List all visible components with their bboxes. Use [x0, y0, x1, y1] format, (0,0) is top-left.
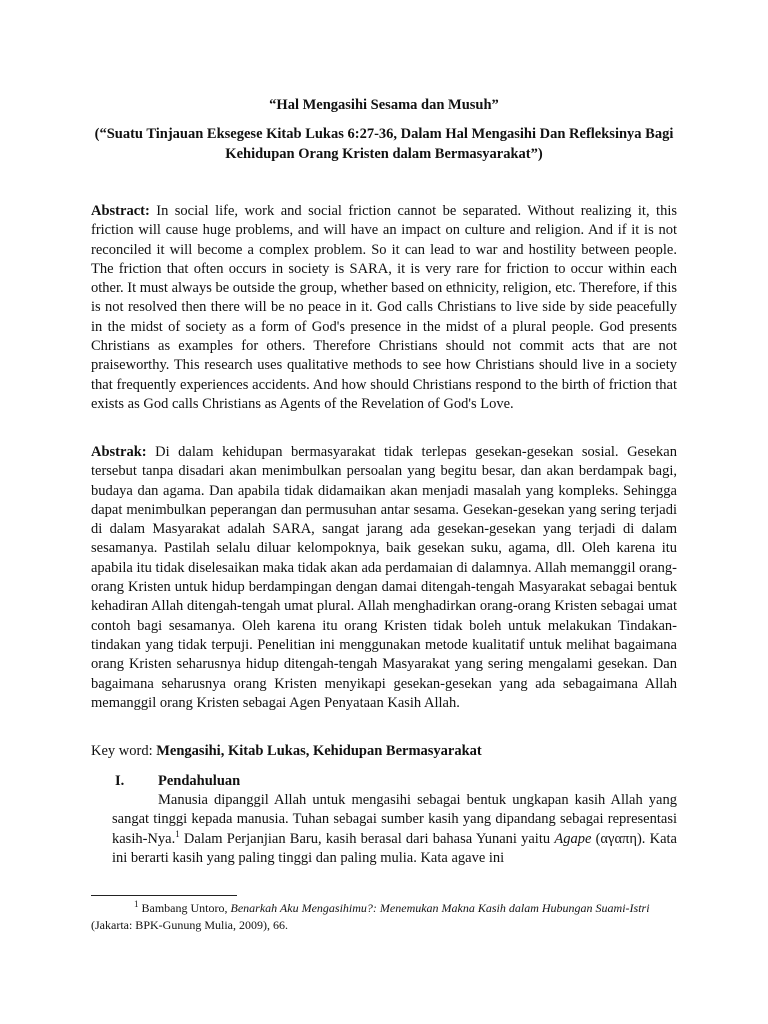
keywords-label: Key word: — [91, 743, 157, 759]
abstrak-label: Abstrak: — [91, 444, 147, 460]
footnote-book-title: Benarkah Aku Mengasihimu?: Menemukan Makna Kasih dalam Hubungan Suami-Istri — [230, 901, 650, 915]
abstract-text: In social life, work and social friction cannot be separated. Without realizing it, this friction will cause huge problems, and will have an impact on culture and religion. And if it is not reconciled it will become a complex problem. So it can lead to war and hostility between people. The friction that often occurs in society is SARA, it is very rare for friction to occur within each other. It must always be outside the group, whether based on ethnicity, religion, etc. Therefore, if this is not resolved then there will be no peace in it. God calls Christians to live side by side peacefully in the midst of society as a form of God's presence in the midst of a plural people. God presents Christians as examples for others. Therefore Christians should not commit acts that are not praiseworthy. This research uses qualitative methods to see how Christians should live in a society that frequently experiences accidents. And how should Christians respond to the birth of friction that exists as God calls Christians as Agents of the Revelation of God's Love. — [91, 203, 677, 412]
footnote — [91, 900, 677, 934]
footnote-author: Bambang Untoro, — [138, 901, 231, 915]
agape-term: Agape — [554, 830, 592, 847]
section-number: I. — [115, 773, 125, 789]
intro-text-b: Dalam Perjanjian Baru, kasih berasal dari bahasa Yunani yaitu — [179, 830, 555, 847]
intro-text-c: (αγαπη). Kata ini berarti kasih yang paling tinggi dan paling mulia. Kata agave ini — [112, 830, 677, 866]
footnote-publication: (Jakarta: BPK-Gunung Mulia, 2009), 66. — [91, 918, 288, 932]
section-title: Pendahuluan — [158, 773, 241, 789]
abstract-paragraph — [91, 202, 677, 414]
document-title: “Hal Mengasihi Sesama dan Musuh” — [269, 97, 499, 113]
keywords-line — [91, 742, 677, 761]
document-subtitle: (“Suatu Tinjauan Eksegese Kitab Lukas 6:27-36, Dalam Hal Mengasihi Dan Refleksinya Bagi Kehidupan Orang Kristen dalam Bermasyarakat”) — [94, 126, 674, 162]
section-heading — [91, 772, 677, 791]
keywords-value: Mengasihi, Kitab Lukas, Kehidupan Bermasyarakat — [156, 743, 482, 759]
footnote-number: 1 — [134, 899, 139, 909]
abstrak-text: Di dalam kehidupan bermasyarakat tidak terlepas gesekan-gesekan sosial. Gesekan tersebut tanpa disadari akan menimbulkan persoalan yang begitu besar, dan akan berdampak bagi, budaya dan agama. Dan apabila tidak didamaikan akan menjadi masalah yang kompleks. Sehingga dapat menimbulkan peperangan dan permusuhan antar sesama. Gesekan-gesekan yang sering terjadi di dalam Masyarakat adalah SARA, sangat jarang ada gesekan-gesekan yang terjadi di dalam sesamanya. Pastilah selalu diluar kelompoknya, baik gesekan suku, agama, dll. Oleh karena itu apabila itu tidak diselesaikan maka tidak akan ada perdamaian di dalamnya. Allah memanggil orang-orang Kristen untuk hidup berdampingan dengan damai ditengah-tengah Masyarakat sebagai bentuk kehadiran Allah ditengah-tengah umat plural. Allah menghadirkan orang-orang Kristen sebagai umat contoh bagi sesamanya. Oleh karena itu orang Kristen tidak boleh untuk melakukan Tindakan-tindakan yang tidak terpuji. Penelitian ini menggunakan metode kualitatif untuk melihat bagaimana orang Kristen seharusnya hidup ditengah-tengah Masyarakat yang sering mengalami gesekan. Dan bagaimana seharusnya orang Kristen menyikapi gesekan-gesekan yang ada sebagaimana Allah memanggil orang Kristen sebagai Agen Penyataan Kasih Allah. — [91, 444, 677, 711]
intro-paragraph — [112, 791, 677, 868]
footnote-reference[interactable]: 1 — [175, 828, 180, 839]
abstract-label: Abstract: — [91, 203, 150, 219]
footnote-separator — [91, 895, 237, 896]
intro-text-a: Manusia dipanggil Allah untuk mengasihi sebagai bentuk ungkapan kasih Allah yang sangat tinggi kepada manusia. Tuhan sebagai sumber kasih yang dipandang sebagai representasi kasih-Nya. — [112, 792, 677, 847]
abstrak-paragraph — [91, 443, 677, 713]
